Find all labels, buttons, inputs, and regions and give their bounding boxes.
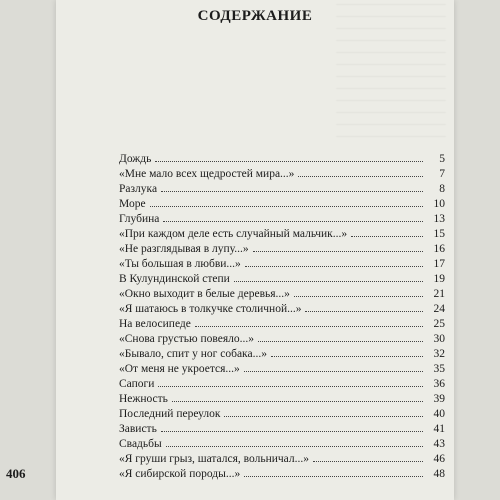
toc-leader-dots bbox=[313, 461, 423, 462]
toc-leader-dots bbox=[195, 326, 423, 327]
toc-entry-title: «При каждом деле есть случайный мальчик...» bbox=[119, 228, 348, 240]
toc-entry-page: 25 bbox=[433, 318, 445, 330]
toc-entry-page: 24 bbox=[433, 303, 445, 315]
toc-entry bbox=[119, 377, 445, 392]
toc-entry bbox=[119, 272, 445, 287]
toc-entry bbox=[119, 227, 445, 242]
toc-entry bbox=[119, 242, 445, 257]
toc-entry bbox=[119, 182, 445, 197]
toc-entry bbox=[119, 332, 445, 347]
toc-entry-page: 8 bbox=[439, 183, 445, 195]
toc-entry bbox=[119, 407, 445, 422]
toc-leader-dots bbox=[245, 266, 423, 267]
page-number: 406 bbox=[6, 466, 26, 481]
toc-entry-title: Сапоги bbox=[119, 378, 155, 390]
toc-leader-dots bbox=[351, 236, 423, 237]
toc-leader-dots bbox=[234, 281, 423, 282]
table-of-contents bbox=[119, 152, 445, 482]
toc-entry-title: На велосипеде bbox=[119, 318, 191, 330]
toc-entry bbox=[119, 212, 445, 227]
toc-leader-dots bbox=[258, 341, 423, 342]
toc-entry-page: 13 bbox=[433, 213, 445, 225]
toc-entry-title: В Кулундинской степи bbox=[119, 273, 230, 285]
toc-entry bbox=[119, 287, 445, 302]
toc-entry-page: 10 bbox=[433, 198, 445, 210]
toc-entry bbox=[119, 347, 445, 362]
toc-entry bbox=[119, 317, 445, 332]
toc-entry-title: «Снова грустью повеяло...» bbox=[119, 333, 255, 345]
toc-entry-page: 43 bbox=[433, 438, 445, 450]
toc-entry-page: 7 bbox=[439, 168, 445, 180]
toc-entry-page: 16 bbox=[433, 243, 445, 255]
toc-leader-dots bbox=[172, 401, 423, 402]
toc-entry-title: Нежность bbox=[119, 393, 168, 405]
toc-entry-title: «От меня не укроется...» bbox=[119, 363, 240, 375]
toc-entry-page: 15 bbox=[433, 228, 445, 240]
toc-entry-page: 36 bbox=[433, 378, 445, 390]
toc-entry-page: 46 bbox=[433, 453, 445, 465]
toc-entry bbox=[119, 422, 445, 437]
toc-entry bbox=[119, 467, 445, 482]
toc-leader-dots bbox=[166, 446, 423, 447]
toc-leader-dots bbox=[163, 221, 423, 222]
toc-entry-page: 21 bbox=[433, 288, 445, 300]
toc-entry-title: «Ты большая в любви...» bbox=[119, 258, 241, 270]
toc-entry-page: 19 bbox=[433, 273, 445, 285]
toc-entry-page: 32 bbox=[433, 348, 445, 360]
page-title: СОДЕРЖАНИЕ bbox=[197, 8, 313, 24]
toc-entry-page: 48 bbox=[433, 468, 445, 480]
toc-leader-dots bbox=[155, 161, 423, 162]
toc-leader-dots bbox=[253, 251, 423, 252]
toc-entry bbox=[119, 362, 445, 377]
toc-entry bbox=[119, 167, 445, 182]
toc-entry-title: Свадьбы bbox=[119, 438, 162, 450]
toc-entry bbox=[119, 257, 445, 272]
toc-entry-title: «Не разглядывая в лупу...» bbox=[119, 243, 249, 255]
toc-leader-dots bbox=[271, 356, 423, 357]
toc-entry-page: 41 bbox=[433, 423, 445, 435]
toc-leader-dots bbox=[244, 476, 423, 477]
toc-leader-dots bbox=[150, 206, 423, 207]
toc-entry bbox=[119, 302, 445, 317]
toc-entry bbox=[119, 152, 445, 167]
toc-entry-title: Разлука bbox=[119, 183, 158, 195]
toc-entry-title: Дождь bbox=[119, 153, 152, 165]
toc-entry-page: 30 bbox=[433, 333, 445, 345]
toc-entry bbox=[119, 197, 445, 212]
toc-leader-dots bbox=[294, 296, 423, 297]
toc-entry-page: 40 bbox=[433, 408, 445, 420]
toc-entry-title: Последний переулок bbox=[119, 408, 221, 420]
toc-entry bbox=[119, 437, 445, 452]
toc-leader-dots bbox=[158, 386, 423, 387]
toc-entry-title: «Бывало, спит у ног собака...» bbox=[119, 348, 267, 360]
toc-entry-title: Глубина bbox=[119, 213, 160, 225]
toc-entry-title: «Я сибирской породы...» bbox=[119, 468, 241, 480]
toc-leader-dots bbox=[298, 176, 423, 177]
toc-entry-title: «Я шатаюсь в толкучке столичной...» bbox=[119, 303, 302, 315]
toc-leader-dots bbox=[224, 416, 423, 417]
toc-entry-title: «Окно выходит в белые деревья...» bbox=[119, 288, 290, 300]
toc-entry-title: Зависть bbox=[119, 423, 157, 435]
book-page bbox=[56, 0, 454, 500]
toc-entry-page: 35 bbox=[433, 363, 445, 375]
toc-entry bbox=[119, 452, 445, 467]
toc-leader-dots bbox=[244, 371, 423, 372]
toc-leader-dots bbox=[161, 431, 423, 432]
toc-entry-page: 5 bbox=[439, 153, 445, 165]
toc-leader-dots bbox=[305, 311, 423, 312]
toc-entry-page: 39 bbox=[433, 393, 445, 405]
toc-entry-title: «Я груши грыз, шатался, вольничал...» bbox=[119, 453, 309, 465]
toc-leader-dots bbox=[161, 191, 423, 192]
toc-entry bbox=[119, 392, 445, 407]
toc-entry-title: Море bbox=[119, 198, 146, 210]
toc-entry-title: «Мне мало всех щедростей мира...» bbox=[119, 168, 295, 180]
toc-entry-page: 17 bbox=[433, 258, 445, 270]
